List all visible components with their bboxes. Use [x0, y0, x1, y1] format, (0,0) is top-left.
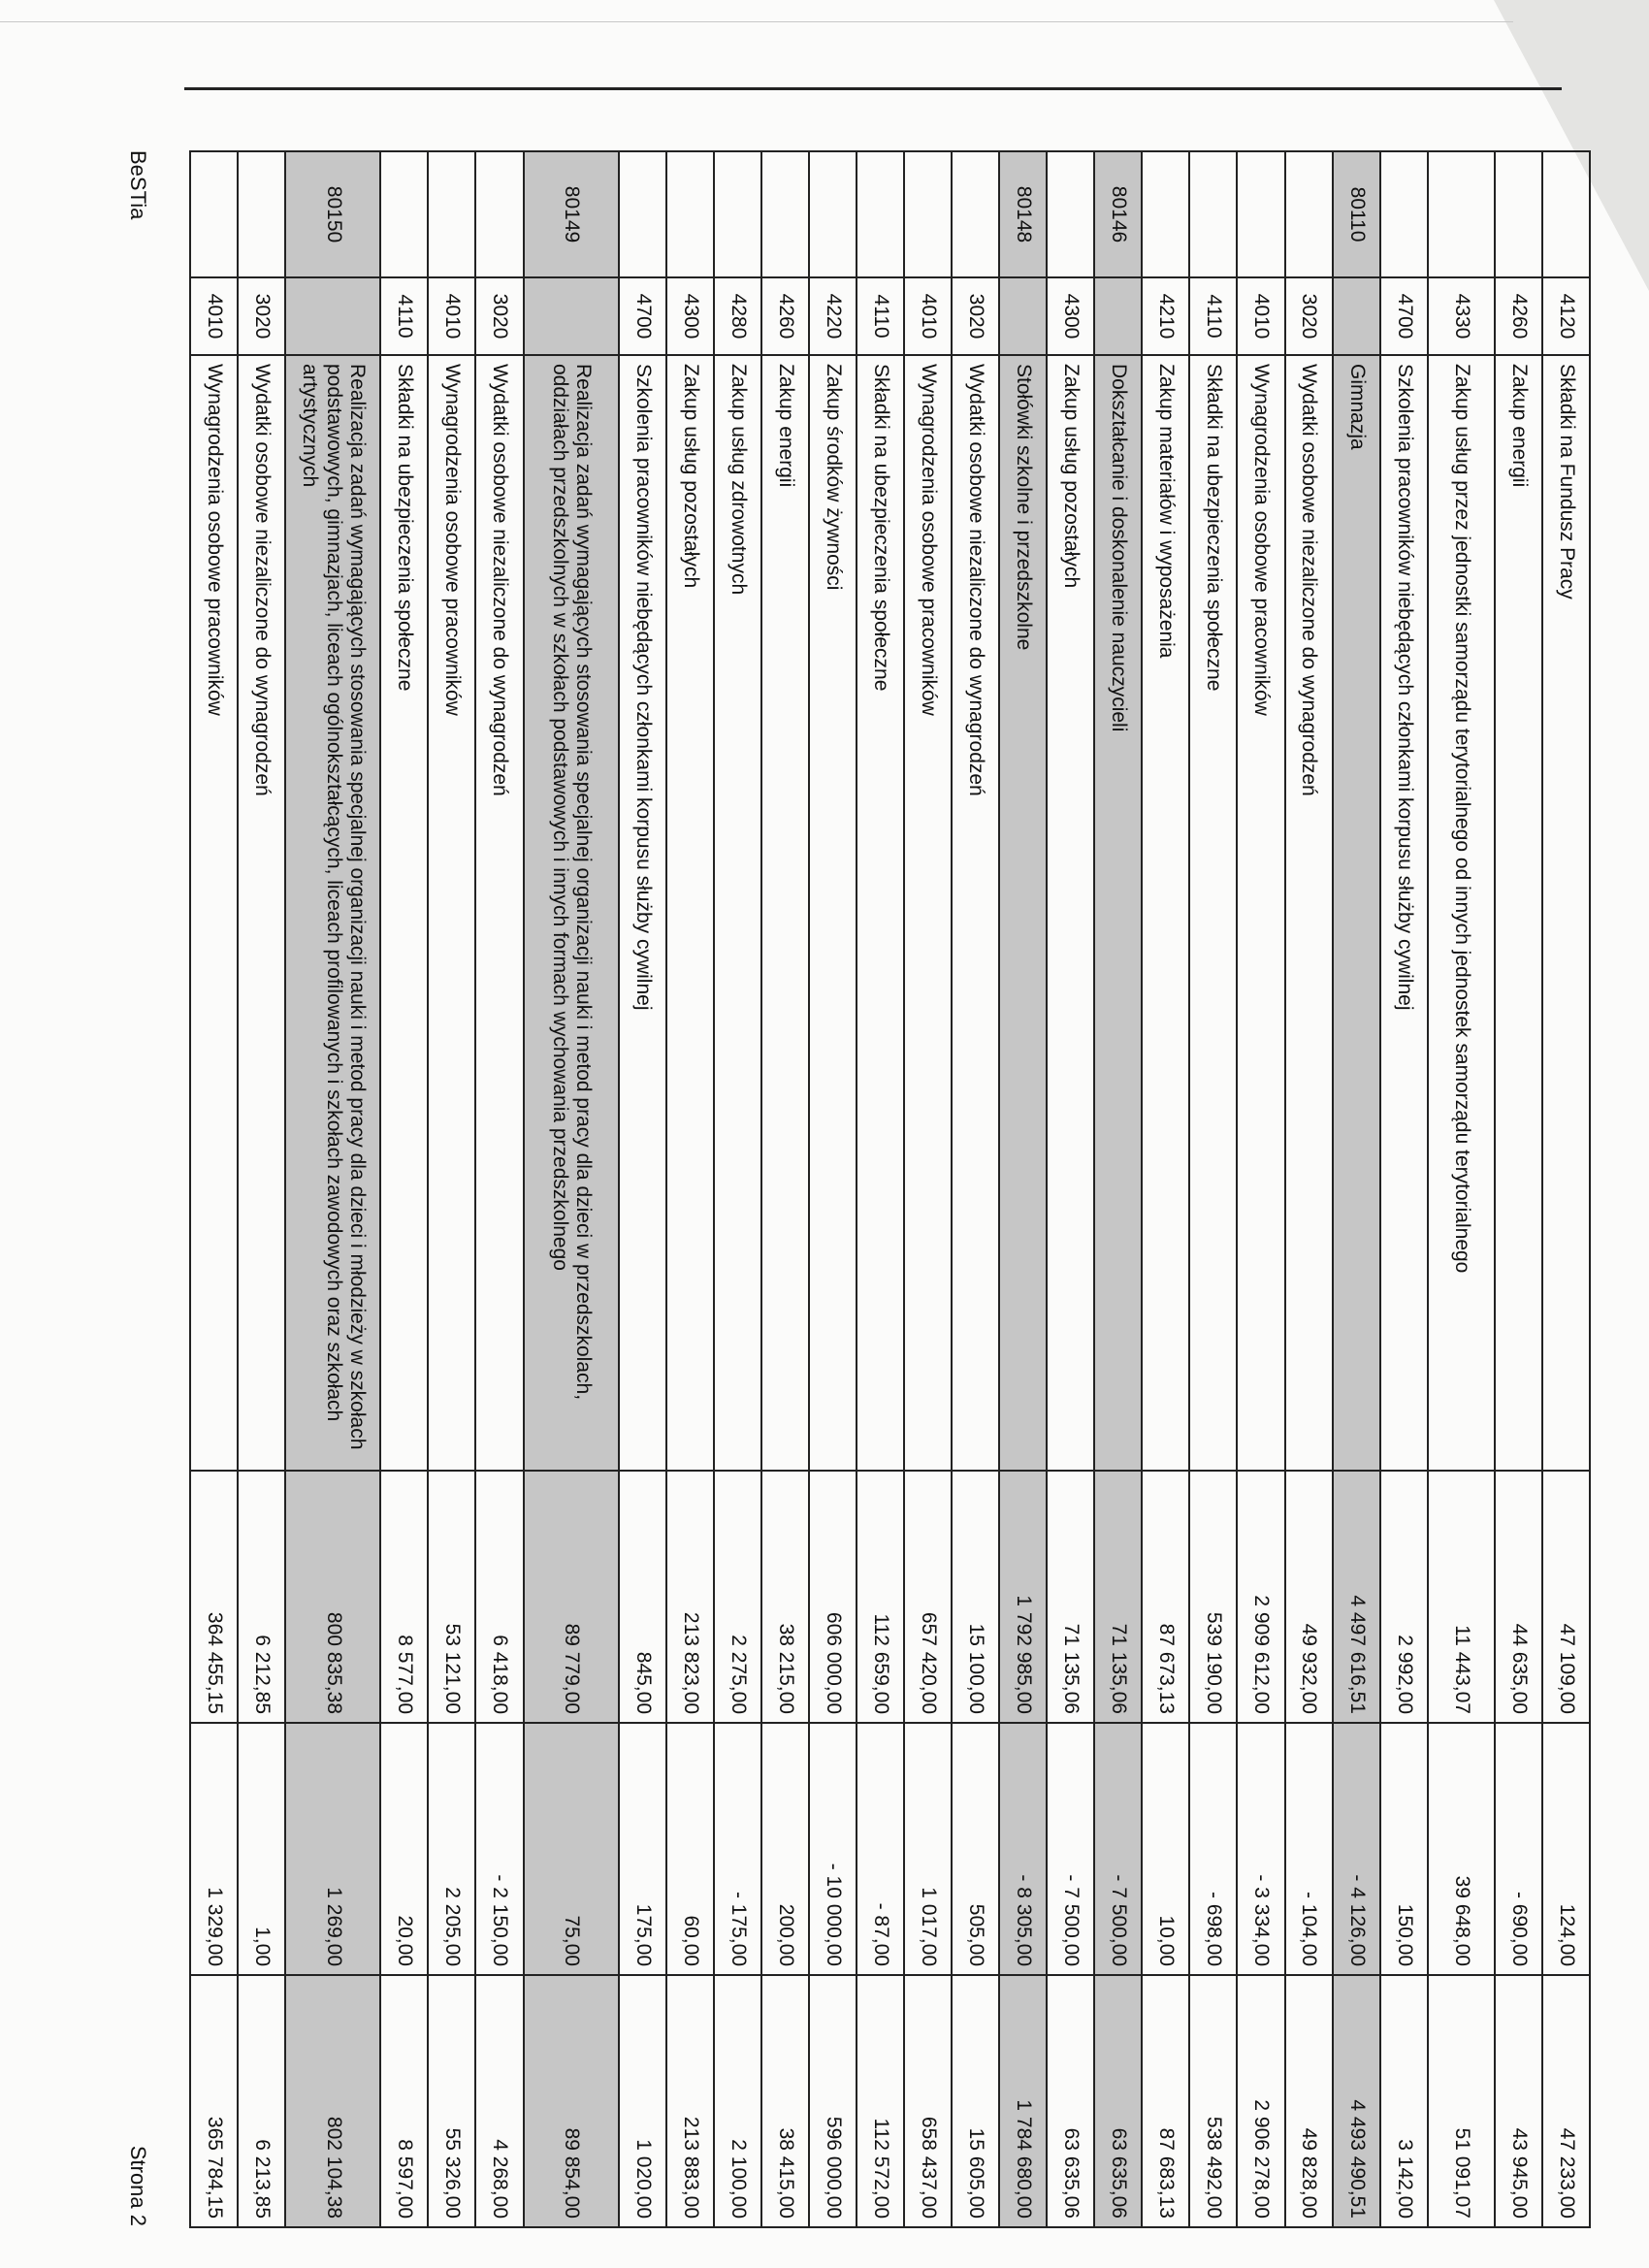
rozdzial-cell: [809, 151, 857, 277]
table-section-row: [999, 151, 1047, 2227]
plan-amount-cell: 606 000,00: [809, 1471, 857, 1723]
paragraf-cell: 4220: [809, 277, 857, 355]
producer-label: BeSTia: [126, 150, 150, 220]
header-rule: [184, 87, 1562, 90]
description-cell: Stołówki szkolne i przedszkolne: [999, 355, 1047, 1471]
final-amount-cell: 802 104,38: [285, 1975, 380, 2227]
change-amount-cell: - 104,00: [1285, 1723, 1333, 1975]
change-amount-cell: - 7 500,00: [1094, 1723, 1142, 1975]
final-amount-cell: 4 493 490,51: [1333, 1975, 1380, 2227]
plan-amount-cell: 4 497 616,51: [1333, 1471, 1380, 1723]
change-amount-cell: - 690,00: [1495, 1723, 1542, 1975]
table-row: [857, 151, 904, 2227]
plan-amount-cell: 38 215,00: [761, 1471, 809, 1723]
description-cell: Zakup energii: [1495, 355, 1542, 1471]
final-amount-cell: 89 854,00: [524, 1975, 619, 2227]
plan-amount-cell: 71 135,06: [1047, 1471, 1094, 1723]
rozdzial-cell: [1380, 151, 1428, 277]
rozdzial-cell: 80146: [1094, 151, 1142, 277]
final-amount-cell: 213 883,00: [666, 1975, 714, 2227]
final-amount-cell: 658 437,00: [904, 1975, 952, 2227]
rotated-page-content: [126, 150, 1591, 2226]
table-section-row: [524, 151, 619, 2227]
table-row: [619, 151, 666, 2227]
description-cell: Gimnazja: [1333, 355, 1380, 1471]
table-row: [761, 151, 809, 2227]
description-cell: Zakup usług pozostałych: [666, 355, 714, 1471]
rozdzial-cell: [1047, 151, 1094, 277]
rozdzial-cell: [857, 151, 904, 277]
paragraf-cell: 4010: [1238, 277, 1285, 355]
paragraf-cell: [524, 277, 619, 355]
change-amount-cell: 505,00: [952, 1723, 999, 1975]
final-amount-cell: 6 213,85: [238, 1975, 285, 2227]
paragraf-cell: [999, 277, 1047, 355]
final-amount-cell: 55 326,00: [428, 1975, 475, 2227]
plan-amount-cell: 1 792 985,00: [999, 1471, 1047, 1723]
paragraf-cell: 4120: [1542, 277, 1590, 355]
paragraf-cell: 4260: [761, 277, 809, 355]
change-amount-cell: - 2 150,00: [476, 1723, 524, 1975]
plan-amount-cell: 71 135,06: [1094, 1471, 1142, 1723]
table-row: [952, 151, 999, 2227]
final-amount-cell: 1 020,00: [619, 1975, 666, 2227]
rozdzial-cell: [761, 151, 809, 277]
description-cell: Składki na ubezpieczenia społeczne: [380, 355, 428, 1471]
table-row: [1047, 151, 1094, 2227]
paragraf-cell: 3020: [238, 277, 285, 355]
table-row: [380, 151, 428, 2227]
change-amount-cell: - 7 500,00: [1047, 1723, 1094, 1975]
description-cell: Realizacja zadań wymagających stosowania specjalnej organizacji nauki i metod pracy dla dzieci w przedszkolach, oddziałach przedszkolnych w szkołach podstawowych i innych formach wychowania przedszkolnego: [524, 355, 619, 1471]
final-amount-cell: 2 100,00: [714, 1975, 761, 2227]
paragraf-cell: 4110: [380, 277, 428, 355]
change-amount-cell: 200,00: [761, 1723, 809, 1975]
paragraf-cell: 4700: [1380, 277, 1428, 355]
rozdzial-cell: [1285, 151, 1333, 277]
final-amount-cell: 2 906 278,00: [1238, 1975, 1285, 2227]
plan-amount-cell: 6 418,00: [476, 1471, 524, 1723]
budget-table: [189, 150, 1591, 2228]
table-row: [714, 151, 761, 2227]
table-row: [809, 151, 857, 2227]
rozdzial-cell: [380, 151, 428, 277]
change-amount-cell: - 4 126,00: [1333, 1723, 1380, 1975]
description-cell: Zakup materiałów i wyposażenia: [1142, 355, 1189, 1471]
final-amount-cell: 87 683,13: [1142, 1975, 1189, 2227]
description-cell: Wynagrodzenia osobowe pracowników: [428, 355, 475, 1471]
table-row: [1189, 151, 1237, 2227]
paragraf-cell: 4330: [1428, 277, 1495, 355]
plan-amount-cell: 6 212,85: [238, 1471, 285, 1723]
plan-amount-cell: 44 635,00: [1495, 1471, 1542, 1723]
table-section-row: [285, 151, 380, 2227]
plan-amount-cell: 539 190,00: [1189, 1471, 1237, 1723]
description-cell: Składki na Fundusz Pracy: [1542, 355, 1590, 1471]
table-section-row: [1094, 151, 1142, 2227]
description-cell: Szkolenia pracowników niebędących członkami korpusu służby cywilnej: [1380, 355, 1428, 1471]
description-cell: Zakup usług zdrowotnych: [714, 355, 761, 1471]
description-cell: Wynagrodzenia osobowe pracowników: [1238, 355, 1285, 1471]
rozdzial-cell: [666, 151, 714, 277]
paragraf-cell: 3020: [952, 277, 999, 355]
table-row: [1142, 151, 1189, 2227]
change-amount-cell: 60,00: [666, 1723, 714, 1975]
table-row: [476, 151, 524, 2227]
final-amount-cell: 4 268,00: [476, 1975, 524, 2227]
rozdzial-cell: [1142, 151, 1189, 277]
description-cell: Realizacja zadań wymagających stosowania specjalnej organizacji nauki i metod pracy dla dzieci i młodzieży w szkołach podstawowych, gimnazjach, liceach ogólnokształcących, liceach profilowanych i szkołach zawodowych oraz szkołach artystycznych: [285, 355, 380, 1471]
scan-edge-line: [0, 21, 1513, 22]
description-cell: Zakup środków żywności: [809, 355, 857, 1471]
plan-amount-cell: 2 275,00: [714, 1471, 761, 1723]
rozdzial-cell: [476, 151, 524, 277]
final-amount-cell: 51 091,07: [1428, 1975, 1495, 2227]
plan-amount-cell: 89 779,00: [524, 1471, 619, 1723]
description-cell: Zakup energii: [761, 355, 809, 1471]
paragraf-cell: 4010: [904, 277, 952, 355]
change-amount-cell: 75,00: [524, 1723, 619, 1975]
rozdzial-cell: [904, 151, 952, 277]
paragraf-cell: 3020: [476, 277, 524, 355]
rozdzial-cell: [1495, 151, 1542, 277]
plan-amount-cell: 112 659,00: [857, 1471, 904, 1723]
rozdzial-cell: [1542, 151, 1590, 277]
rozdzial-cell: 80148: [999, 151, 1047, 277]
final-amount-cell: 1 784 680,00: [999, 1975, 1047, 2227]
plan-amount-cell: 15 100,00: [952, 1471, 999, 1723]
rozdzial-cell: [428, 151, 475, 277]
change-amount-cell: 124,00: [1542, 1723, 1590, 1975]
paragraf-cell: 4010: [190, 277, 238, 355]
description-cell: Zakup usług przez jednostki samorządu terytorialnego od innych jednostek samorządu terytorialnego: [1428, 355, 1495, 1471]
description-cell: Dokształcanie i doskonalenie nauczycieli: [1094, 355, 1142, 1471]
change-amount-cell: - 8 305,00: [999, 1723, 1047, 1975]
paragraf-cell: 4010: [428, 277, 475, 355]
paragraf-cell: 4280: [714, 277, 761, 355]
plan-amount-cell: 845,00: [619, 1471, 666, 1723]
change-amount-cell: - 698,00: [1189, 1723, 1237, 1975]
final-amount-cell: 596 000,00: [809, 1975, 857, 2227]
final-amount-cell: 38 415,00: [761, 1975, 809, 2227]
final-amount-cell: 63 635,06: [1094, 1975, 1142, 2227]
table-row: [1238, 151, 1285, 2227]
description-cell: Wydatki osobowe niezaliczone do wynagrodzeń: [1285, 355, 1333, 1471]
plan-amount-cell: 49 932,00: [1285, 1471, 1333, 1723]
final-amount-cell: 8 597,00: [380, 1975, 428, 2227]
final-amount-cell: 15 605,00: [952, 1975, 999, 2227]
plan-amount-cell: 53 121,00: [428, 1471, 475, 1723]
table-row: [428, 151, 475, 2227]
plan-amount-cell: 11 443,07: [1428, 1471, 1495, 1723]
paragraf-cell: [1094, 277, 1142, 355]
table-row: [666, 151, 714, 2227]
plan-amount-cell: 657 420,00: [904, 1471, 952, 1723]
paragraf-cell: 3020: [1285, 277, 1333, 355]
description-cell: Wynagrodzenia osobowe pracowników: [904, 355, 952, 1471]
rozdzial-cell: [714, 151, 761, 277]
final-amount-cell: 3 142,00: [1380, 1975, 1428, 2227]
paragraf-cell: 4300: [1047, 277, 1094, 355]
table-row: [238, 151, 285, 2227]
table-row: [904, 151, 952, 2227]
paragraf-cell: [285, 277, 380, 355]
change-amount-cell: - 10 000,00: [809, 1723, 857, 1975]
change-amount-cell: - 175,00: [714, 1723, 761, 1975]
rozdzial-cell: [1238, 151, 1285, 277]
description-cell: Zakup usług pozostałych: [1047, 355, 1094, 1471]
table-row: [1380, 151, 1428, 2227]
final-amount-cell: 43 945,00: [1495, 1975, 1542, 2227]
change-amount-cell: 1 017,00: [904, 1723, 952, 1975]
budget-table-body: [190, 151, 1590, 2227]
paragraf-cell: 4260: [1495, 277, 1542, 355]
paragraf-cell: 4700: [619, 277, 666, 355]
description-cell: Składki na ubezpieczenia społeczne: [1189, 355, 1237, 1471]
rozdzial-cell: [190, 151, 238, 277]
description-cell: Wydatki osobowe niezaliczone do wynagrodzeń: [476, 355, 524, 1471]
change-amount-cell: - 3 334,00: [1238, 1723, 1285, 1975]
rozdzial-cell: 80149: [524, 151, 619, 277]
plan-amount-cell: 8 577,00: [380, 1471, 428, 1723]
plan-amount-cell: 213 823,00: [666, 1471, 714, 1723]
plan-amount-cell: 800 835,38: [285, 1471, 380, 1723]
change-amount-cell: 10,00: [1142, 1723, 1189, 1975]
rozdzial-cell: [1428, 151, 1495, 277]
change-amount-cell: 2 205,00: [428, 1723, 475, 1975]
final-amount-cell: 63 635,06: [1047, 1975, 1094, 2227]
paragraf-cell: 4300: [666, 277, 714, 355]
description-cell: Składki na ubezpieczenia społeczne: [857, 355, 904, 1471]
rozdzial-cell: [952, 151, 999, 277]
change-amount-cell: 20,00: [380, 1723, 428, 1975]
plan-amount-cell: 2 909 612,00: [1238, 1471, 1285, 1723]
plan-amount-cell: 364 455,15: [190, 1471, 238, 1723]
table-row: [1495, 151, 1542, 2227]
change-amount-cell: 1 329,00: [190, 1723, 238, 1975]
table-row: [1542, 151, 1590, 2227]
rozdzial-cell: [619, 151, 666, 277]
description-cell: Szkolenia pracowników niebędących członkami korpusu służby cywilnej: [619, 355, 666, 1471]
paragraf-cell: [1333, 277, 1380, 355]
change-amount-cell: - 87,00: [857, 1723, 904, 1975]
description-cell: Wynagrodzenia osobowe pracowników: [190, 355, 238, 1471]
final-amount-cell: 49 828,00: [1285, 1975, 1333, 2227]
table-section-row: [1333, 151, 1380, 2227]
plan-amount-cell: 2 992,00: [1380, 1471, 1428, 1723]
table-row: [190, 151, 238, 2227]
paragraf-cell: 4210: [1142, 277, 1189, 355]
change-amount-cell: 1,00: [238, 1723, 285, 1975]
final-amount-cell: 365 784,15: [190, 1975, 238, 2227]
description-cell: Wydatki osobowe niezaliczone do wynagrodzeń: [238, 355, 285, 1471]
final-amount-cell: 538 492,00: [1189, 1975, 1237, 2227]
final-amount-cell: 112 572,00: [857, 1975, 904, 2227]
rozdzial-cell: [1189, 151, 1237, 277]
change-amount-cell: 175,00: [619, 1723, 666, 1975]
change-amount-cell: 150,00: [1380, 1723, 1428, 1975]
table-row: [1428, 151, 1495, 2227]
change-amount-cell: 39 648,00: [1428, 1723, 1495, 1975]
plan-amount-cell: 87 673,13: [1142, 1471, 1189, 1723]
description-cell: Wydatki osobowe niezaliczone do wynagrodzeń: [952, 355, 999, 1471]
plan-amount-cell: 47 109,00: [1542, 1471, 1590, 1723]
rozdzial-cell: 80150: [285, 151, 380, 277]
paragraf-cell: 4110: [1189, 277, 1237, 355]
change-amount-cell: 1 269,00: [285, 1723, 380, 1975]
final-amount-cell: 47 233,00: [1542, 1975, 1590, 2227]
paragraf-cell: 4110: [857, 277, 904, 355]
rozdzial-cell: [238, 151, 285, 277]
table-row: [1285, 151, 1333, 2227]
page-number: Strona 2: [126, 2145, 150, 2226]
rozdzial-cell: 80110: [1333, 151, 1380, 277]
